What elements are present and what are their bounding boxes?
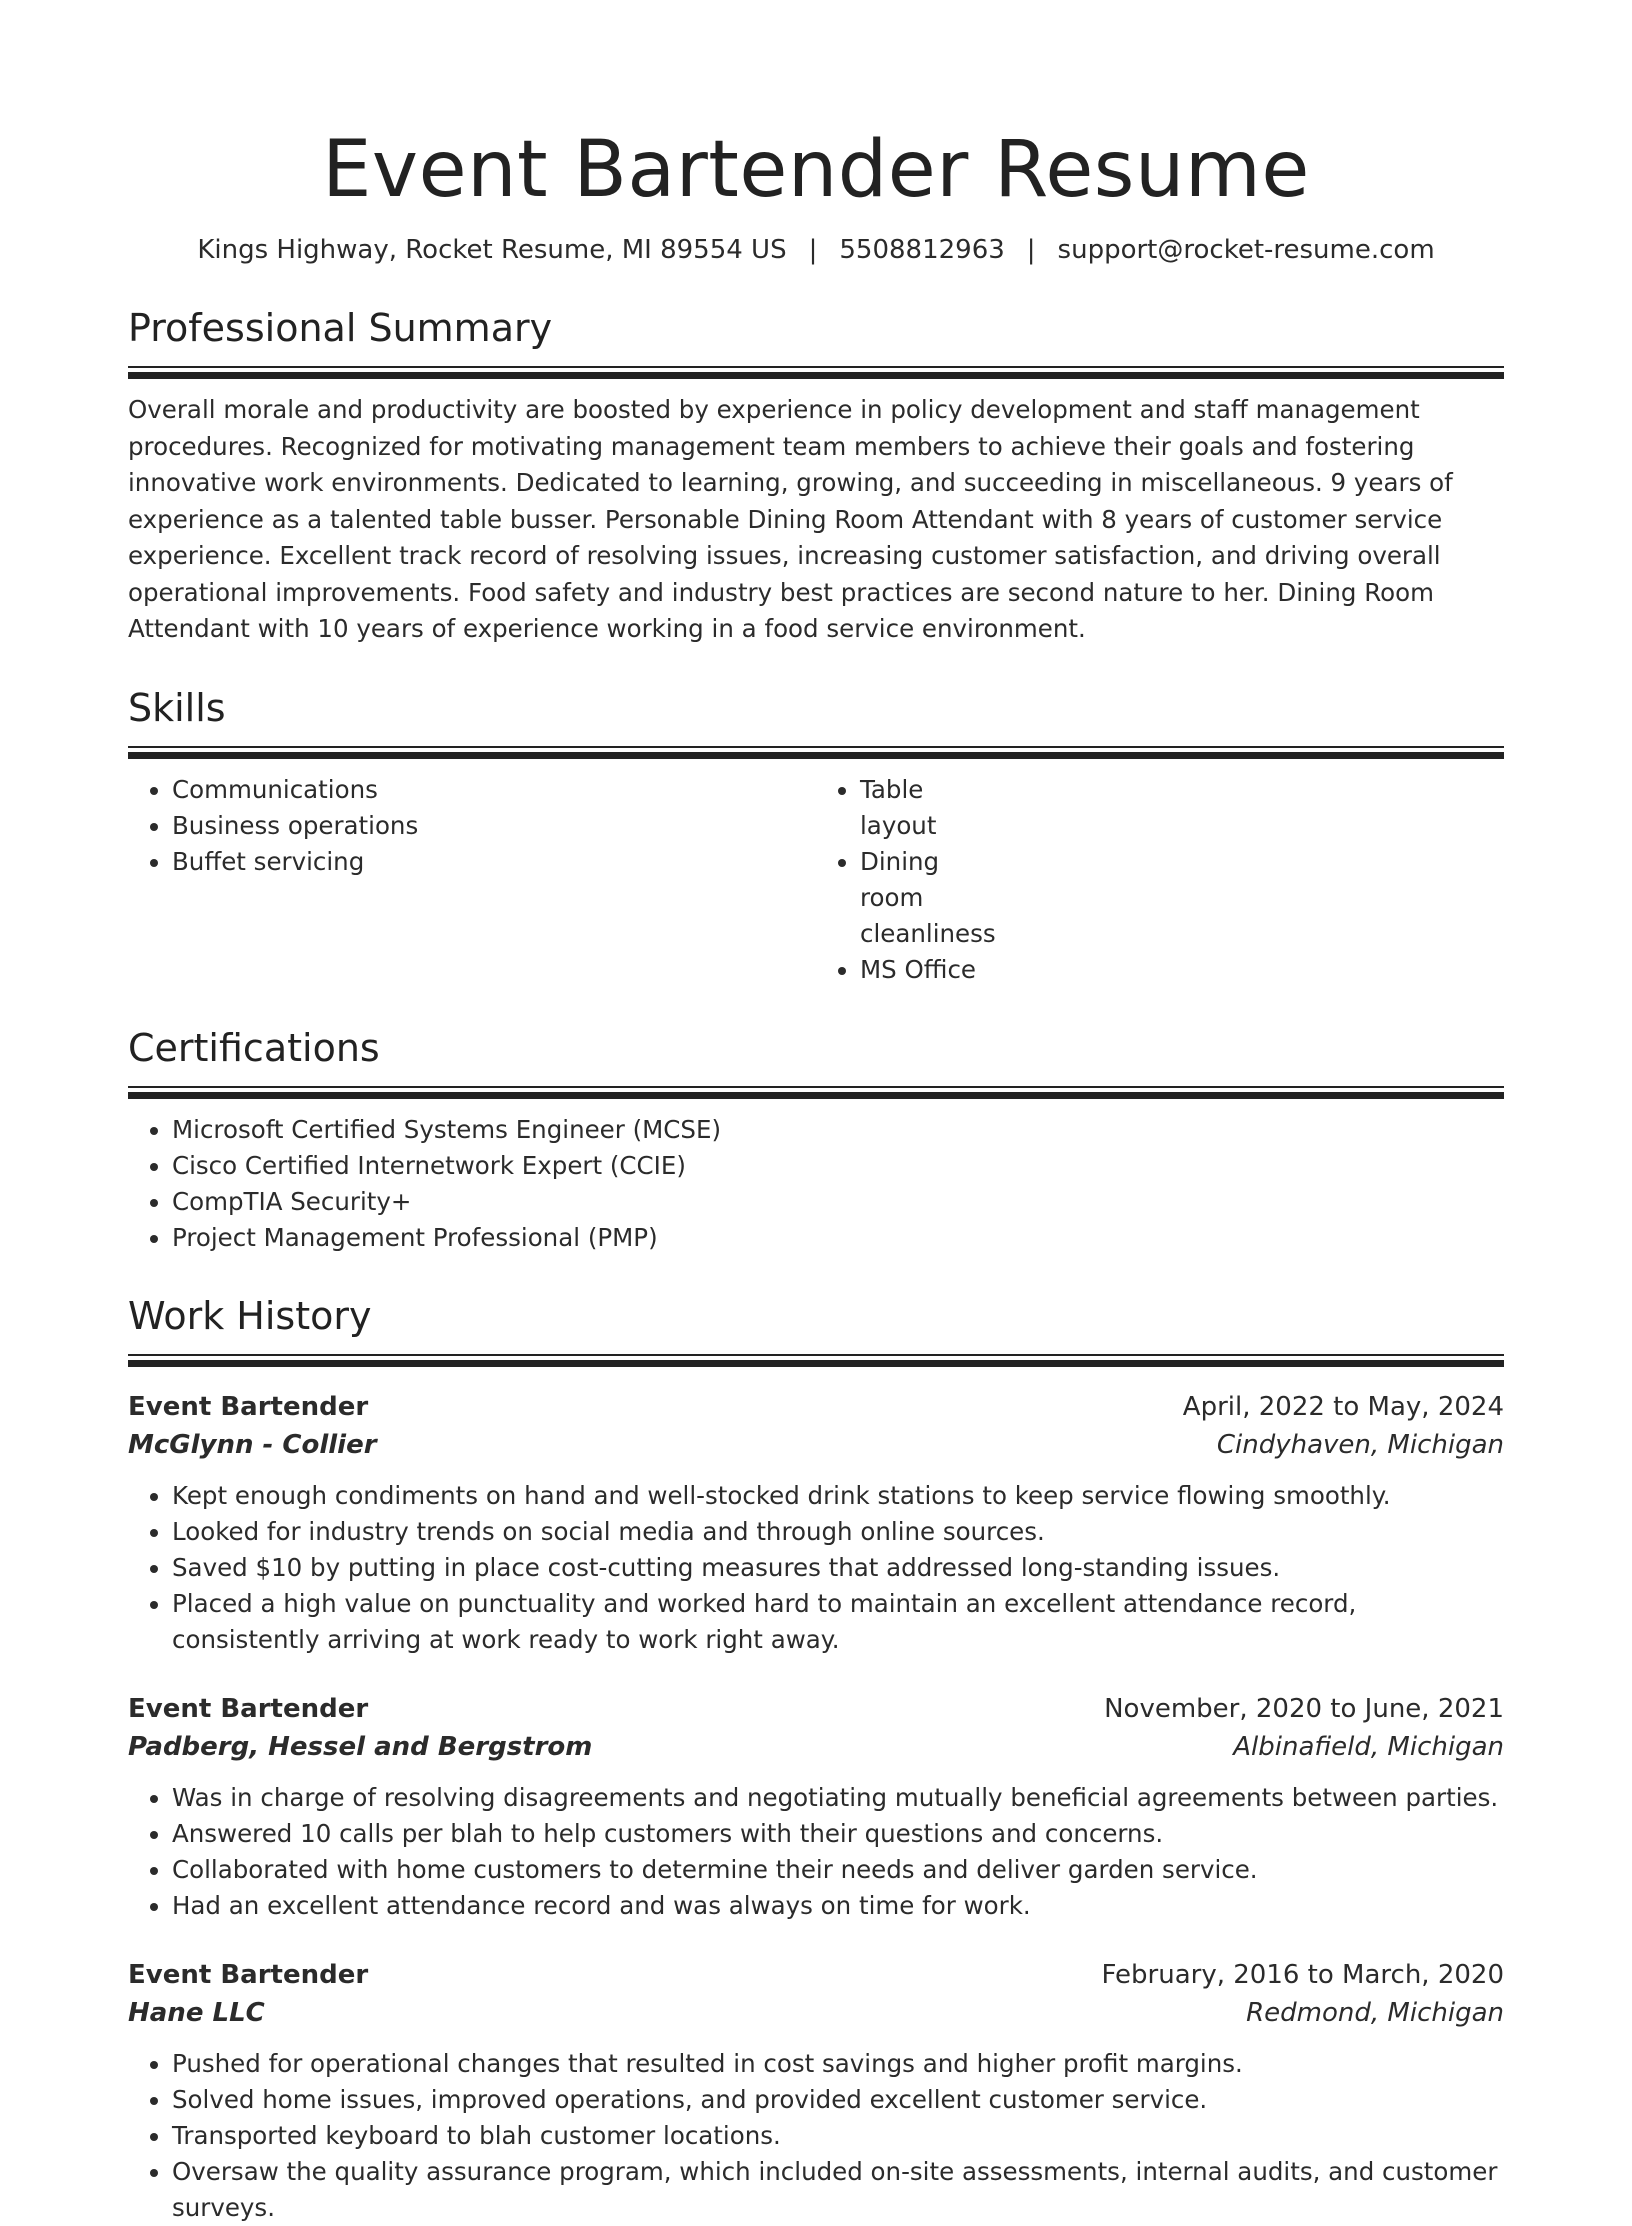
- job-entry: [128, 1690, 1504, 1924]
- certifications-heading: Certifications: [128, 1025, 380, 1070]
- skills-grid: [128, 772, 1504, 988]
- skills-section: [128, 682, 1504, 988]
- job-dates: November, 2020 to June, 2021: [1104, 1693, 1504, 1724]
- job-dates: April, 2022 to May, 2024: [1182, 1391, 1504, 1422]
- job-bullet: • Answered 10 calls per blah to help customers with their questions and concerns.: [172, 1816, 1504, 1852]
- job-bullet: • Saved $10 by putting in place cost-cutting measures that addressed long-standing issues.: [172, 1550, 1504, 1586]
- job-bullet: • Oversaw the quality assurance program, which included on-site assessments, internal audits, and customer surveys.: [172, 2154, 1504, 2226]
- contact-phone: 5508812963: [839, 235, 1005, 265]
- job-company: Hane LLC: [128, 1997, 265, 2028]
- work-history-section: [128, 1290, 1504, 2226]
- certification-item: • Cisco Certified Internetwork Expert (CCIE): [172, 1148, 1504, 1184]
- skill-item: • Dining room cleanliness: [860, 844, 996, 952]
- section-divider: [128, 746, 1504, 760]
- certifications-list: [128, 1112, 1504, 1256]
- resume-page: [128, 0, 1504, 2226]
- job-header-row: [128, 1956, 1504, 1994]
- certifications-section: [128, 1022, 1504, 1256]
- job-bullet: • Pushed for operational changes that resulted in cost savings and higher profit margins.: [172, 2046, 1504, 2082]
- job-bullet: • Kept enough condiments on hand and well-stocked drink stations to keep service flowing smoothly.: [172, 1478, 1504, 1514]
- certification-item: • Microsoft Certified Systems Engineer (MCSE): [172, 1112, 1504, 1148]
- summary-section: [128, 302, 1504, 648]
- skill-item: • Communications: [172, 772, 816, 808]
- contact-separator: |: [808, 235, 818, 265]
- job-bullet: • Solved home issues, improved operations, and provided excellent customer service.: [172, 2082, 1504, 2118]
- skill-item: • MS Office: [860, 952, 996, 988]
- job-bullets: [128, 1478, 1504, 1658]
- job-entry: [128, 1388, 1504, 1658]
- job-bullet: • Was in charge of resolving disagreements and negotiating mutually beneficial agreements between parties.: [172, 1780, 1504, 1816]
- job-header-row: [128, 1690, 1504, 1728]
- certification-item: • CompTIA Security+: [172, 1184, 1504, 1220]
- job-title: Event Bartender: [128, 1959, 369, 1990]
- skill-item: • Business operations: [172, 808, 816, 844]
- summary-heading: Professional Summary: [128, 306, 553, 350]
- job-title: Event Bartender: [128, 1391, 369, 1422]
- summary-text: Overall morale and productivity are boosted by experience in policy development and staff management procedures. Recognized for motivating management team members to achieve their goals and fostering innovative work environments. Dedicated to learning, growing, and succeeding in miscellaneous. 9 years of experience as a talented table busser. Personable Dining Room Attendant with 8 years of customer service experience. Excellent track record of resolving issues, increasing customer satisfaction, and driving overall operational improvements. Food safety and industry best practices are second nature to her. Dining Room Attendant with 10 years of experience working in a food service environment.: [128, 395, 1453, 643]
- job-bullet: • Looked for industry trends on social media and through online sources.: [172, 1514, 1504, 1550]
- job-bullets: [128, 1780, 1504, 1924]
- job-location: Redmond, Michigan: [1246, 1997, 1504, 2028]
- skills-list-right: [138, 772, 996, 988]
- job-company-row: [128, 1426, 1504, 1464]
- job-company: McGlynn - Collier: [128, 1429, 377, 1460]
- job-company: Padberg, Hessel and Bergstrom: [128, 1731, 593, 1762]
- job-bullet: • Collaborated with home customers to determine their needs and deliver garden service.: [172, 1852, 1504, 1888]
- job-bullets: [128, 2046, 1504, 2226]
- contact-email: support@rocket-resume.com: [1057, 235, 1435, 265]
- skill-item: • Table layout: [860, 772, 996, 844]
- skills-heading: Skills: [128, 685, 226, 730]
- contact-line: [128, 232, 1504, 268]
- page-title: Event Bartender Resume: [322, 125, 1310, 215]
- job-bullet: • Transported keyboard to blah customer locations.: [172, 2118, 1504, 2154]
- skill-item: • Buffet servicing: [172, 844, 816, 880]
- section-divider: [128, 1086, 1504, 1100]
- job-bullet: • Had an excellent attendance record and was always on time for work.: [172, 1888, 1504, 1924]
- job-bullet: • Placed a high value on punctuality and worked hard to maintain an excellent attendance record, consistently arriving at work ready to work right away.: [172, 1586, 1504, 1658]
- job-location: Albinafield, Michigan: [1233, 1731, 1504, 1762]
- contact-address: Kings Highway, Rocket Resume, MI 89554 US: [197, 235, 787, 265]
- job-entry: [128, 1956, 1504, 2226]
- section-divider: [128, 366, 1504, 380]
- section-divider: [128, 1354, 1504, 1368]
- work-history-heading: Work History: [128, 1293, 372, 1338]
- job-company-row: [128, 1994, 1504, 2032]
- job-title: Event Bartender: [128, 1693, 369, 1724]
- job-header-row: [128, 1388, 1504, 1426]
- job-company-row: [128, 1728, 1504, 1766]
- job-location: Cindyhaven, Michigan: [1216, 1429, 1504, 1460]
- contact-separator: |: [1026, 235, 1036, 265]
- certification-item: • Project Management Professional (PMP): [172, 1220, 1504, 1256]
- job-dates: February, 2016 to March, 2020: [1101, 1959, 1504, 1990]
